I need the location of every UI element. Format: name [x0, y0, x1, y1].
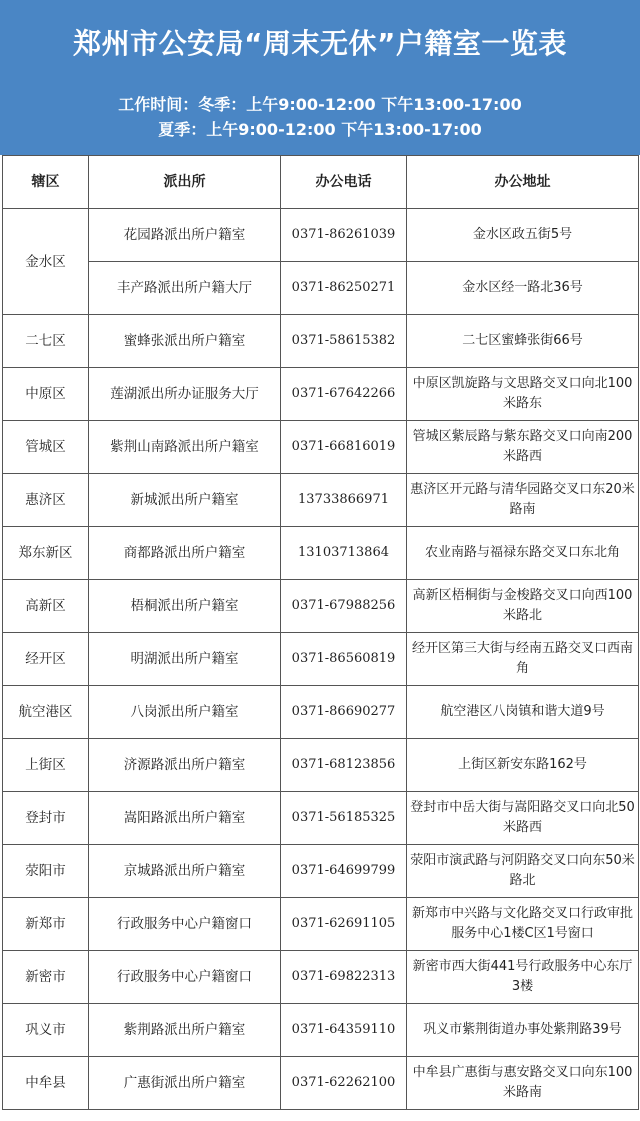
- phone-cell: 0371-86690277: [281, 686, 407, 739]
- phone-cell: 0371-62262100: [281, 1057, 407, 1110]
- address-cell: 二七区蜜蜂张街66号: [407, 315, 639, 368]
- district-cell: 航空港区: [3, 686, 89, 739]
- district-cell: 金水区: [3, 209, 89, 315]
- hours-summer: 夏季：上午9:00-12:00 下午13:00-17:00: [158, 120, 482, 139]
- phone-cell: 0371-62691105: [281, 898, 407, 951]
- table-row: [3, 792, 639, 845]
- address-cell: 新密市西大街441号行政服务中心东厅3楼: [407, 951, 639, 1004]
- phone-cell: 0371-67988256: [281, 580, 407, 633]
- address-cell: 高新区梧桐街与金梭路交叉口向西100米路北: [407, 580, 639, 633]
- station-cell: 蜜蜂张派出所户籍室: [89, 315, 281, 368]
- table-row: [3, 633, 639, 686]
- phone-cell: 13103713864: [281, 527, 407, 580]
- table-row: [3, 209, 639, 262]
- phone-cell: 0371-64699799: [281, 845, 407, 898]
- address-cell: 中牟县广惠街与惠安路交叉口向东100米路南: [407, 1057, 639, 1110]
- district-cell: 新密市: [3, 951, 89, 1004]
- district-cell: 经开区: [3, 633, 89, 686]
- table-row: [3, 951, 639, 1004]
- address-cell: 惠济区开元路与清华园路交叉口东20米路南: [407, 474, 639, 527]
- phone-cell: 0371-86250271: [281, 262, 407, 315]
- district-cell: 巩义市: [3, 1004, 89, 1057]
- table-row: [3, 315, 639, 368]
- table-row: [3, 739, 639, 792]
- table-header-row: [3, 156, 639, 209]
- address-cell: 航空港区八岗镇和谐大道9号: [407, 686, 639, 739]
- station-cell: 紫荆山南路派出所户籍室: [89, 421, 281, 474]
- table-row: [3, 580, 639, 633]
- station-cell: 明湖派出所户籍室: [89, 633, 281, 686]
- district-cell: 二七区: [3, 315, 89, 368]
- district-cell: 惠济区: [3, 474, 89, 527]
- station-cell: 行政服务中心户籍窗口: [89, 951, 281, 1004]
- table-row: [3, 845, 639, 898]
- table-row: [3, 262, 639, 315]
- station-cell: 商都路派出所户籍室: [89, 527, 281, 580]
- district-cell: 管城区: [3, 421, 89, 474]
- station-cell: 济源路派出所户籍室: [89, 739, 281, 792]
- column-header-station: 派出所: [89, 156, 281, 209]
- address-cell: 上街区新安东路162号: [407, 739, 639, 792]
- station-cell: 莲湖派出所办证服务大厅: [89, 368, 281, 421]
- district-cell: 郑东新区: [3, 527, 89, 580]
- station-cell: 紫荆路派出所户籍室: [89, 1004, 281, 1057]
- station-cell: 丰产路派出所户籍大厅: [89, 262, 281, 315]
- address-cell: 中原区凯旋路与文思路交叉口向北100米路东: [407, 368, 639, 421]
- phone-cell: 0371-66816019: [281, 421, 407, 474]
- column-header-phone: 办公电话: [281, 156, 407, 209]
- table-row: [3, 421, 639, 474]
- header-banner: [0, 0, 640, 155]
- district-cell: 荥阳市: [3, 845, 89, 898]
- station-cell: 八岗派出所户籍室: [89, 686, 281, 739]
- phone-cell: 0371-68123856: [281, 739, 407, 792]
- table-row: [3, 686, 639, 739]
- table-row: [3, 1057, 639, 1110]
- address-cell: 经开区第三大街与经南五路交叉口西南角: [407, 633, 639, 686]
- district-cell: 高新区: [3, 580, 89, 633]
- hours-winter: 工作时间：冬季：上午9:00-12:00 下午13:00-17:00: [118, 95, 522, 114]
- phone-cell: 13733866971: [281, 474, 407, 527]
- district-cell: 上街区: [3, 739, 89, 792]
- station-cell: 花园路派出所户籍室: [89, 209, 281, 262]
- address-cell: 巩义市紫荆街道办事处紫荆路39号: [407, 1004, 639, 1057]
- phone-cell: 0371-86261039: [281, 209, 407, 262]
- page-title: 郑州市公安局“周末无休”户籍室一览表: [73, 27, 567, 60]
- address-cell: 农业南路与福禄东路交叉口东北角: [407, 527, 639, 580]
- phone-cell: 0371-64359110: [281, 1004, 407, 1057]
- phone-cell: 0371-67642266: [281, 368, 407, 421]
- station-cell: 梧桐派出所户籍室: [89, 580, 281, 633]
- station-cell: 嵩阳路派出所户籍室: [89, 792, 281, 845]
- station-cell: 广惠街派出所户籍室: [89, 1057, 281, 1110]
- station-cell: 京城路派出所户籍室: [89, 845, 281, 898]
- district-cell: 登封市: [3, 792, 89, 845]
- table-row: [3, 527, 639, 580]
- address-cell: 金水区经一路北36号: [407, 262, 639, 315]
- station-cell: 新城派出所户籍室: [89, 474, 281, 527]
- column-header-address: 办公地址: [407, 156, 639, 209]
- table-row: [3, 898, 639, 951]
- address-cell: 登封市中岳大街与嵩阳路交叉口向北50米路西: [407, 792, 639, 845]
- district-cell: 中牟县: [3, 1057, 89, 1110]
- district-cell: 新郑市: [3, 898, 89, 951]
- table-row: [3, 368, 639, 421]
- phone-cell: 0371-56185325: [281, 792, 407, 845]
- table-row: [3, 1004, 639, 1057]
- phone-cell: 0371-69822313: [281, 951, 407, 1004]
- station-cell: 行政服务中心户籍窗口: [89, 898, 281, 951]
- phone-cell: 0371-58615382: [281, 315, 407, 368]
- phone-cell: 0371-86560819: [281, 633, 407, 686]
- address-cell: 荥阳市演武路与河阴路交叉口向东50米路北: [407, 845, 639, 898]
- address-cell: 金水区政五街5号: [407, 209, 639, 262]
- district-cell: 中原区: [3, 368, 89, 421]
- column-header-district: 辖区: [3, 156, 89, 209]
- address-cell: 管城区紫辰路与紫东路交叉口向南200米路西: [407, 421, 639, 474]
- table-row: [3, 474, 639, 527]
- address-cell: 新郑市中兴路与文化路交叉口行政审批服务中心1楼C区1号窗口: [407, 898, 639, 951]
- station-table: [2, 155, 639, 1110]
